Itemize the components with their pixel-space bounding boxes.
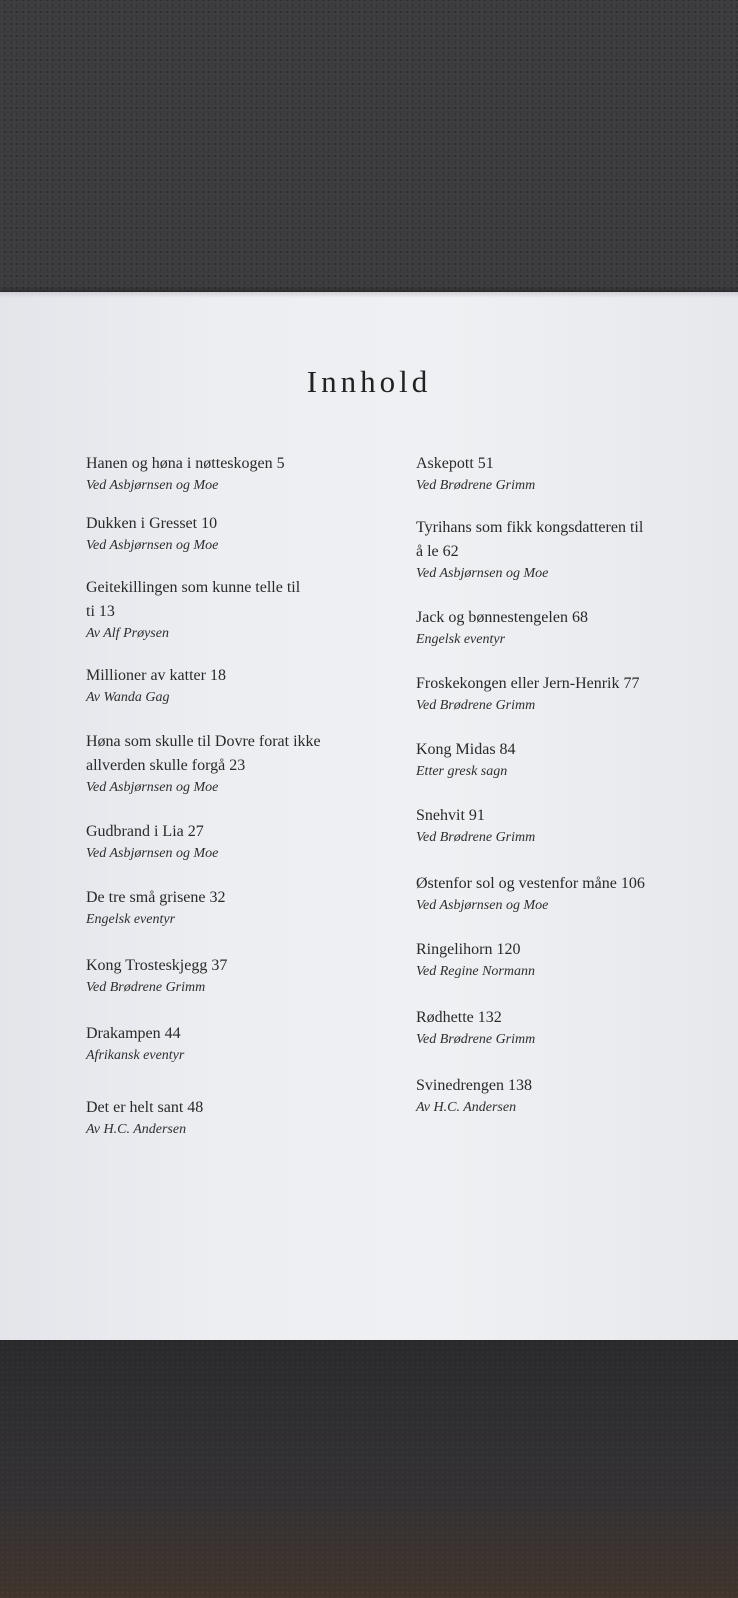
- toc-entry: [86, 1096, 386, 1140]
- toc-entry-author: Ved Asbjørnsen og Moe: [86, 478, 219, 493]
- toc-entry: [416, 738, 716, 782]
- toc-entry-author: Av Alf Prøysen: [86, 626, 169, 641]
- toc-entry-author: Ved Asbjørnsen og Moe: [86, 780, 219, 795]
- toc-entry-author: Ved Brødrene Grimm: [86, 980, 206, 995]
- toc-entry-title: Millioner av katter 18: [86, 667, 226, 684]
- toc-entry-title: Snehvit 91: [416, 807, 485, 824]
- toc-entry-author: Ved Brødrene Grimm: [416, 478, 536, 493]
- toc-entry-author: Ved Asbjørnsen og Moe: [86, 538, 219, 553]
- toc-entry-author: Av H.C. Andersen: [416, 1100, 517, 1115]
- toc-entry-title: Drakampen 44: [86, 1025, 181, 1042]
- toc-entry: [416, 516, 716, 584]
- toc-entry-title: Jack og bønnestengelen 68: [416, 609, 588, 626]
- toc-entry: [86, 512, 386, 556]
- toc-entry-author: Ved Brødrene Grimm: [416, 1032, 536, 1047]
- toc-entry-title: Gudbrand i Lia 27: [86, 823, 204, 840]
- toc-entry-title: Ringelihorn 120: [416, 941, 521, 958]
- toc-entry-title: Det er helt sant 48: [86, 1099, 204, 1116]
- toc-entry-title: De tre små grisene 32: [86, 889, 226, 906]
- toc-entry-author: Engelsk eventyr: [86, 912, 176, 927]
- toc-entry-title: Rødhette 132: [416, 1009, 502, 1026]
- toc-entry: [416, 872, 716, 916]
- toc-entry-author: Ved Asbjørnsen og Moe: [86, 846, 219, 861]
- toc-entry: [86, 954, 386, 998]
- toc-entry: [416, 804, 716, 848]
- toc-entry: [86, 886, 386, 930]
- toc-entry-author: Ved Asbjørnsen og Moe: [416, 898, 549, 913]
- toc-entry-title: Høna som skulle til Dovre forat ikke allverden skulle forgå 23: [86, 733, 321, 774]
- table-surface-shadow: [0, 1340, 738, 1598]
- toc-entry-title: Svinedrengen 138: [416, 1077, 532, 1094]
- toc-entry-title: Froskekongen eller Jern-Henrik 77: [416, 675, 640, 692]
- toc-entry: [416, 1006, 716, 1050]
- book-page: [0, 292, 738, 1340]
- toc-entry-title: Askepott 51: [416, 455, 494, 472]
- toc-entry-title: Østenfor sol og vestenfor måne 106: [416, 875, 645, 892]
- toc-entry-title: Tyrihans som fikk kongsdatteren til å le 62: [416, 519, 644, 560]
- toc-entry: [86, 576, 386, 644]
- toc-entry-author: Ved Regine Normann: [416, 964, 535, 979]
- toc-entry: [416, 938, 716, 982]
- toc-entry: [416, 672, 716, 716]
- toc-entry-author: Ved Brødrene Grimm: [416, 698, 536, 713]
- toc-entry-title: Dukken i Gresset 10: [86, 515, 218, 532]
- toc-entry: [416, 1074, 716, 1118]
- toc-entry: [86, 452, 386, 496]
- toc-entry-author: Etter gresk sagn: [416, 764, 508, 779]
- toc-entry-author: Ved Brødrene Grimm: [416, 830, 536, 845]
- toc-entry-author: Av H.C. Andersen: [86, 1122, 187, 1137]
- toc-entry: [86, 820, 386, 864]
- toc-entry: [416, 452, 716, 496]
- toc-entry-title: Geitekillingen som kunne telle til ti 13: [86, 579, 301, 620]
- toc-entry-title: Hanen og høna i nøtteskogen 5: [86, 455, 285, 472]
- page-title: Innhold: [306, 364, 432, 399]
- toc-entry-author: Engelsk eventyr: [416, 632, 506, 647]
- toc-entry-author: Ved Asbjørnsen og Moe: [416, 566, 549, 581]
- toc-entry-title: Kong Midas 84: [416, 741, 516, 758]
- toc-entry: [86, 1022, 386, 1066]
- toc-entry: [86, 664, 386, 708]
- toc-entry-author: Afrikansk eventyr: [86, 1048, 185, 1063]
- toc-entry: [416, 606, 716, 650]
- toc-entry-author: Av Wanda Gag: [86, 690, 170, 705]
- toc-entry: [86, 730, 386, 798]
- page-edge: [0, 292, 738, 298]
- toc-entry-title: Kong Trosteskjegg 37: [86, 957, 228, 974]
